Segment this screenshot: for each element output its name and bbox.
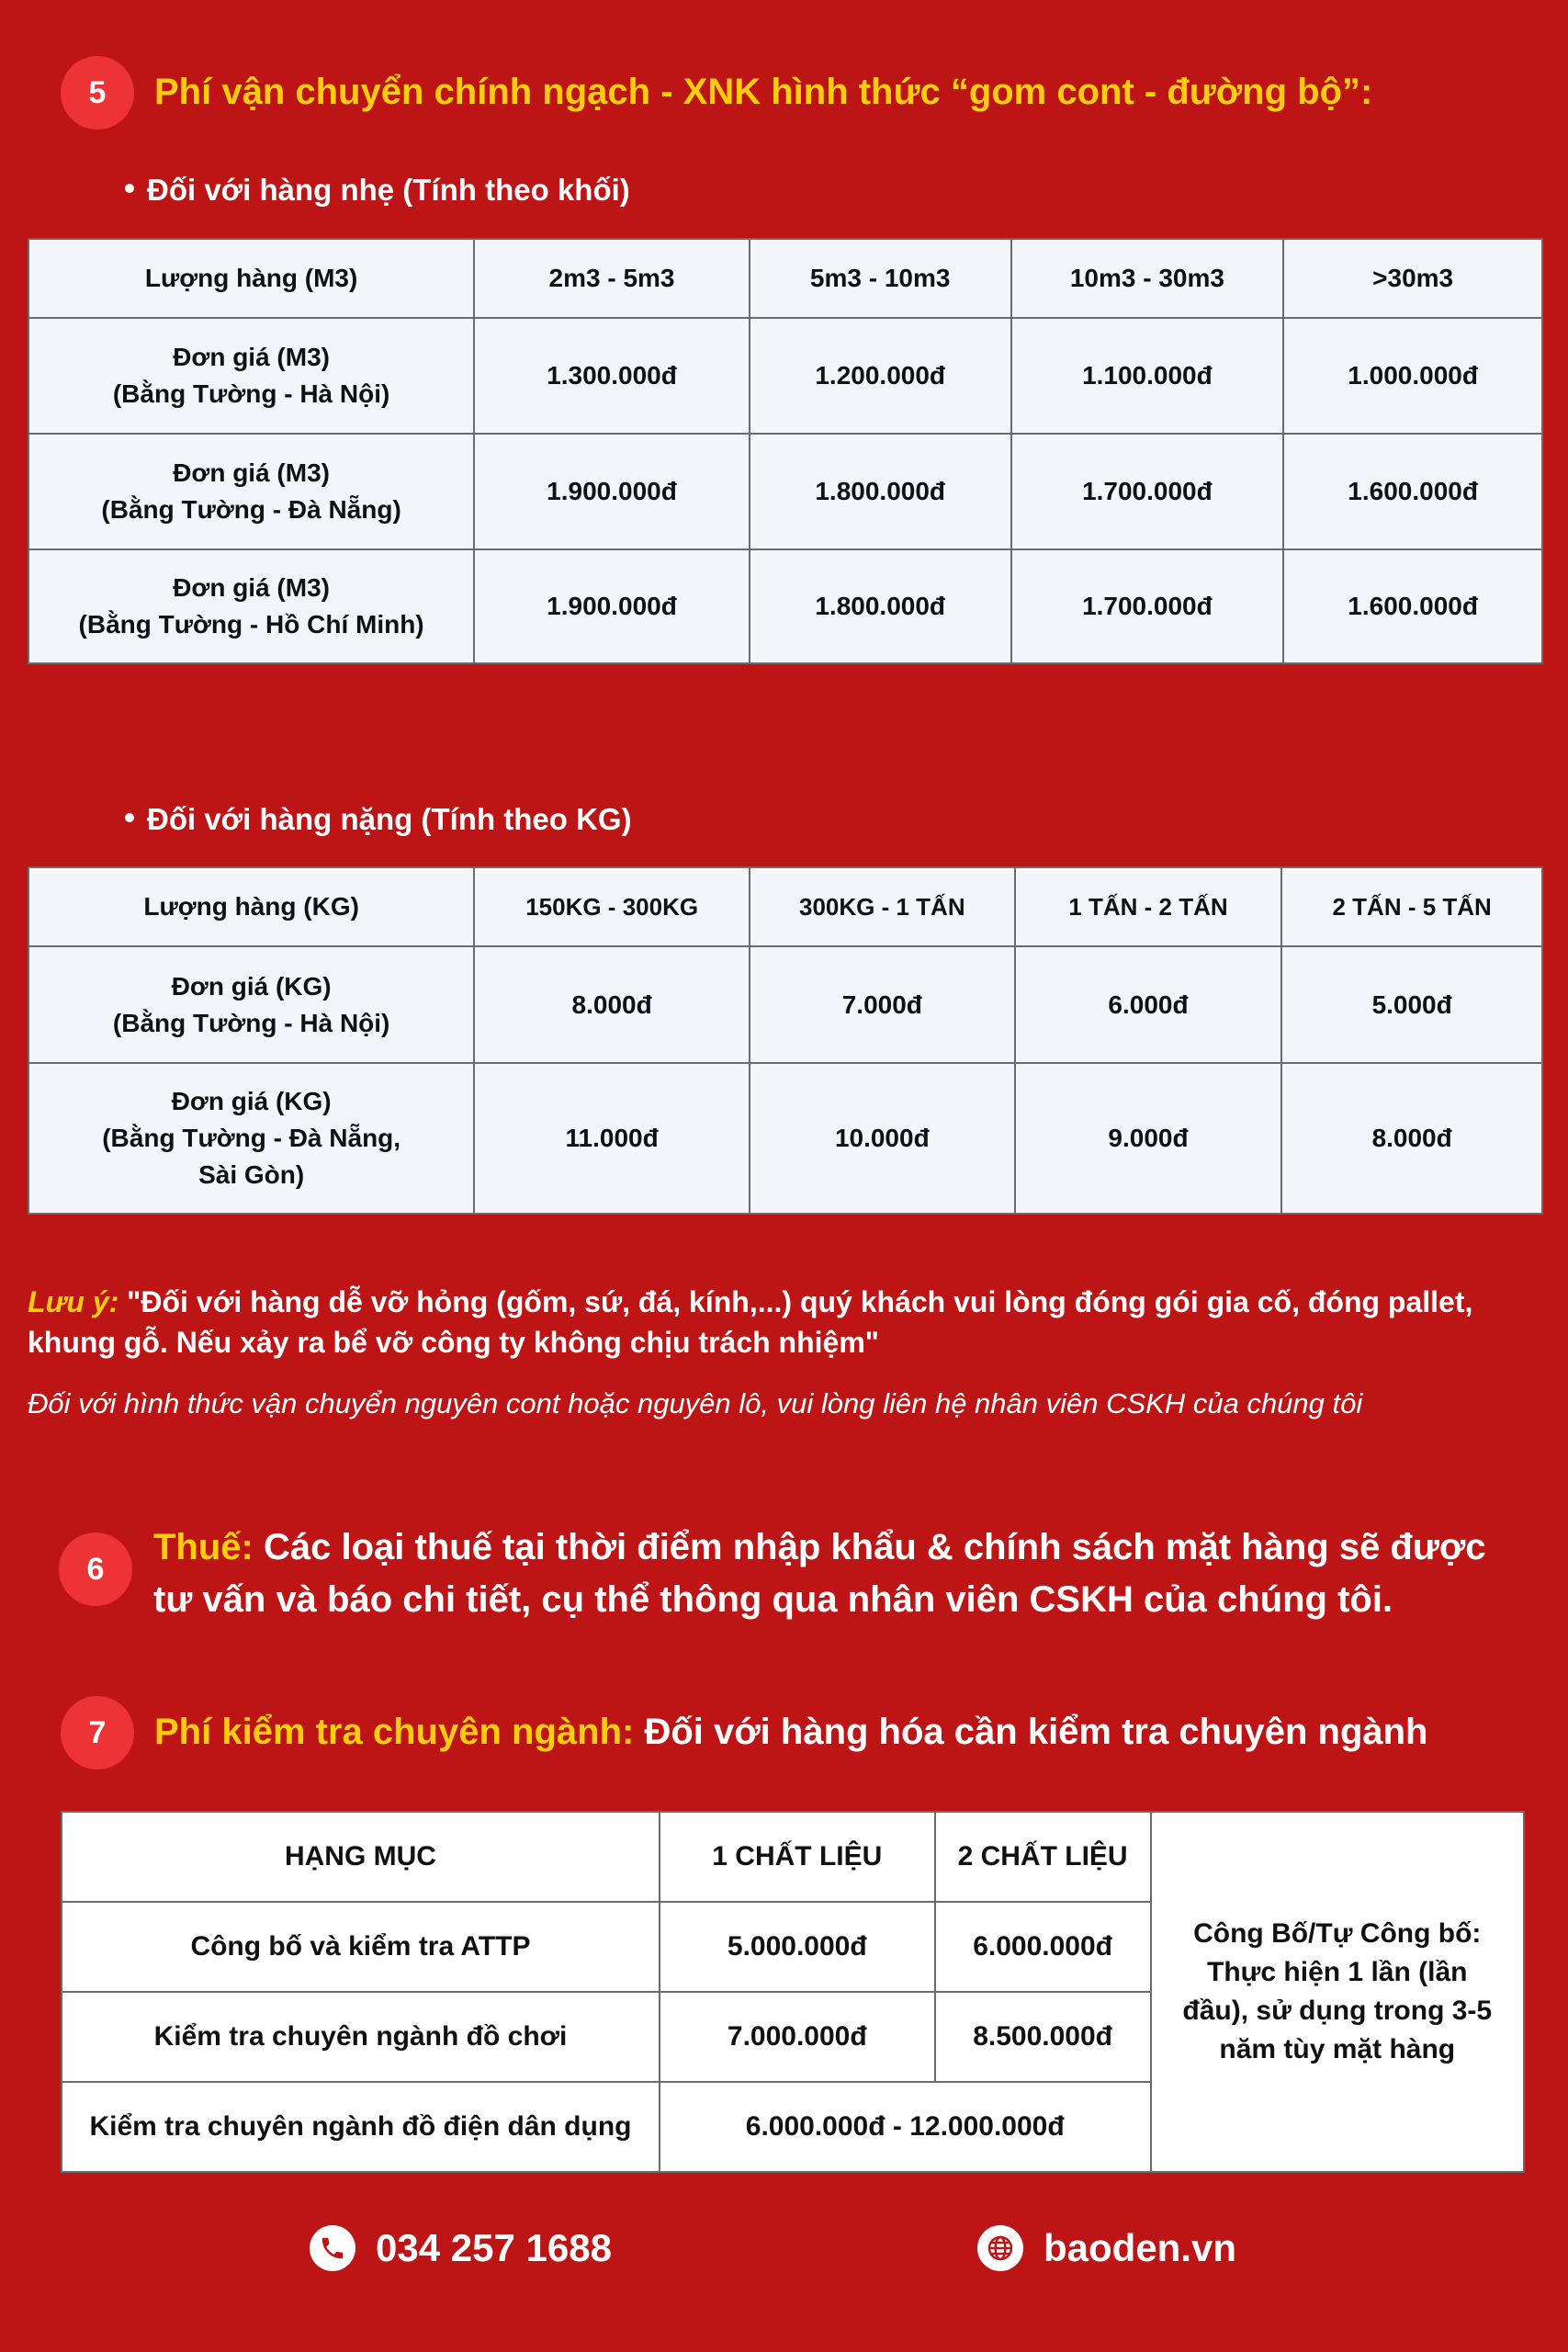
header-cell: 5m3 - 10m3 xyxy=(750,239,1011,318)
price-cell: 1.300.000đ xyxy=(474,318,750,434)
price-cell: 1.900.000đ xyxy=(474,549,750,663)
section-7-badge: 7 xyxy=(61,1696,134,1770)
full-container-note: Đối với hình thức vận chuyển nguyên cont hoặc nguyên lô, vui lòng liên hệ nhân viên CSKH của chúng tôi xyxy=(28,1387,1363,1419)
price-cell: 10.000đ xyxy=(750,1063,1015,1214)
price-cell: 5.000đ xyxy=(1281,946,1542,1063)
header-cell: 2 CHẤT LIỆU xyxy=(935,1812,1151,1902)
row-label: Đơn giá (M3) (Bằng Tường - Đà Nẵng) xyxy=(28,434,474,549)
header-cell: 2m3 - 5m3 xyxy=(474,239,750,318)
price-cell: 1.000.000đ xyxy=(1283,318,1542,434)
table-row xyxy=(28,946,1542,1063)
header-cell: 10m3 - 30m3 xyxy=(1011,239,1284,318)
row-label: Đơn giá (M3) (Bằng Tường - Hồ Chí Minh) xyxy=(28,549,474,663)
table-row xyxy=(28,318,1542,434)
price-cell: 1.700.000đ xyxy=(1011,549,1284,663)
section-5-title: Phí vận chuyển chính ngạch - XNK hình thức “gom cont - đường bộ”: xyxy=(154,72,1373,112)
header-cell: 1 CHẤT LIỆU xyxy=(660,1812,935,1902)
footer-phone[interactable] xyxy=(310,2225,612,2271)
table-header-row xyxy=(62,1812,1524,1902)
price-cell: 5.000.000đ xyxy=(660,1902,935,1992)
item-cell: Kiểm tra chuyên ngành đồ điện dân dụng xyxy=(62,2082,660,2172)
price-cell: 7.000.000đ xyxy=(660,1992,935,2082)
header-cell: >30m3 xyxy=(1283,239,1542,318)
price-cell: 7.000đ xyxy=(750,946,1015,1063)
section-7-title: Phí kiểm tra chuyên ngành: Đối với hàng hóa cần kiểm tra chuyên ngành xyxy=(154,1712,1428,1752)
fragile-note: Lưu ý: "Đối với hàng dễ vỡ hỏng (gốm, sứ, đá, kính,...) quý khách vui lòng đóng gói gia cố, đóng pallet, khung gỗ. Nếu xảy ra bể vỡ công ty không chịu trách nhiệm" xyxy=(28,1285,1473,1359)
light-goods-bullet: Đối với hàng nhẹ (Tính theo khối) xyxy=(125,173,630,208)
header-cell: 300KG - 1 TẤN xyxy=(750,867,1015,946)
price-cell: 1.100.000đ xyxy=(1011,318,1284,434)
price-range-cell: 6.000.000đ - 12.000.000đ xyxy=(660,2082,1151,2172)
table-row xyxy=(28,549,1542,663)
price-cell: 1.900.000đ xyxy=(474,434,750,549)
section-6-text: Thuế: Các loại thuế tại thời điểm nhập khẩu & chính sách mặt hàng sẽ được tư vấn và báo chi tiết, cụ thể thông qua nhân viên CSKH của chúng tôi. xyxy=(153,1527,1486,1620)
inspection-fee-table xyxy=(61,1811,1525,2173)
header-cell: 1 TẤN - 2 TẤN xyxy=(1015,867,1282,946)
phone-icon xyxy=(310,2225,355,2271)
section-6-badge: 6 xyxy=(59,1532,132,1606)
price-cell: 9.000đ xyxy=(1015,1063,1282,1214)
row-label: Đơn giá (KG) (Bằng Tường - Đà Nẵng, Sài Gòn) xyxy=(28,1063,474,1214)
price-cell: 6.000đ xyxy=(1015,946,1282,1063)
price-cell: 1.800.000đ xyxy=(750,434,1011,549)
phone-number[interactable]: 034 257 1688 xyxy=(376,2226,612,2269)
table-header-row xyxy=(28,867,1542,946)
header-cell: HẠNG MỤC xyxy=(62,1812,660,1902)
section-5-badge: 5 xyxy=(61,56,134,130)
table-row xyxy=(28,1063,1542,1214)
light-goods-table xyxy=(28,238,1543,664)
heavy-goods-bullet: Đối với hàng nặng (Tính theo KG) xyxy=(125,802,632,837)
header-cell: Lượng hàng (M3) xyxy=(28,239,474,318)
price-cell: 11.000đ xyxy=(474,1063,750,1214)
price-cell: 1.800.000đ xyxy=(750,549,1011,663)
header-cell: 150KG - 300KG xyxy=(474,867,750,946)
price-cell: 8.500.000đ xyxy=(935,1992,1151,2082)
side-note-cell: Công Bố/Tự Công bố: Thực hiện 1 lần (lần đầu), sử dụng trong 3-5 năm tùy mặt hàng xyxy=(1151,1812,1524,2172)
row-label: Đơn giá (KG) (Bằng Tường - Hà Nội) xyxy=(28,946,474,1063)
footer-website[interactable] xyxy=(977,2225,1236,2271)
row-label: Đơn giá (M3) (Bằng Tường - Hà Nội) xyxy=(28,318,474,434)
price-cell: 8.000đ xyxy=(474,946,750,1063)
header-cell: Lượng hàng (KG) xyxy=(28,867,474,946)
price-cell: 1.600.000đ xyxy=(1283,434,1542,549)
price-cell: 1.200.000đ xyxy=(750,318,1011,434)
heavy-goods-table xyxy=(28,866,1543,1215)
table-header-row xyxy=(28,239,1542,318)
table-row xyxy=(28,434,1542,549)
globe-icon xyxy=(977,2225,1023,2271)
item-cell: Công bố và kiểm tra ATTP xyxy=(62,1902,660,1992)
header-cell: 2 TẤN - 5 TẤN xyxy=(1281,867,1542,946)
price-cell: 8.000đ xyxy=(1281,1063,1542,1214)
website-link[interactable]: baoden.vn xyxy=(1043,2226,1237,2269)
price-cell: 6.000.000đ xyxy=(935,1902,1151,1992)
price-cell: 1.600.000đ xyxy=(1283,549,1542,663)
price-cell: 1.700.000đ xyxy=(1011,434,1284,549)
item-cell: Kiểm tra chuyên ngành đồ chơi xyxy=(62,1992,660,2082)
